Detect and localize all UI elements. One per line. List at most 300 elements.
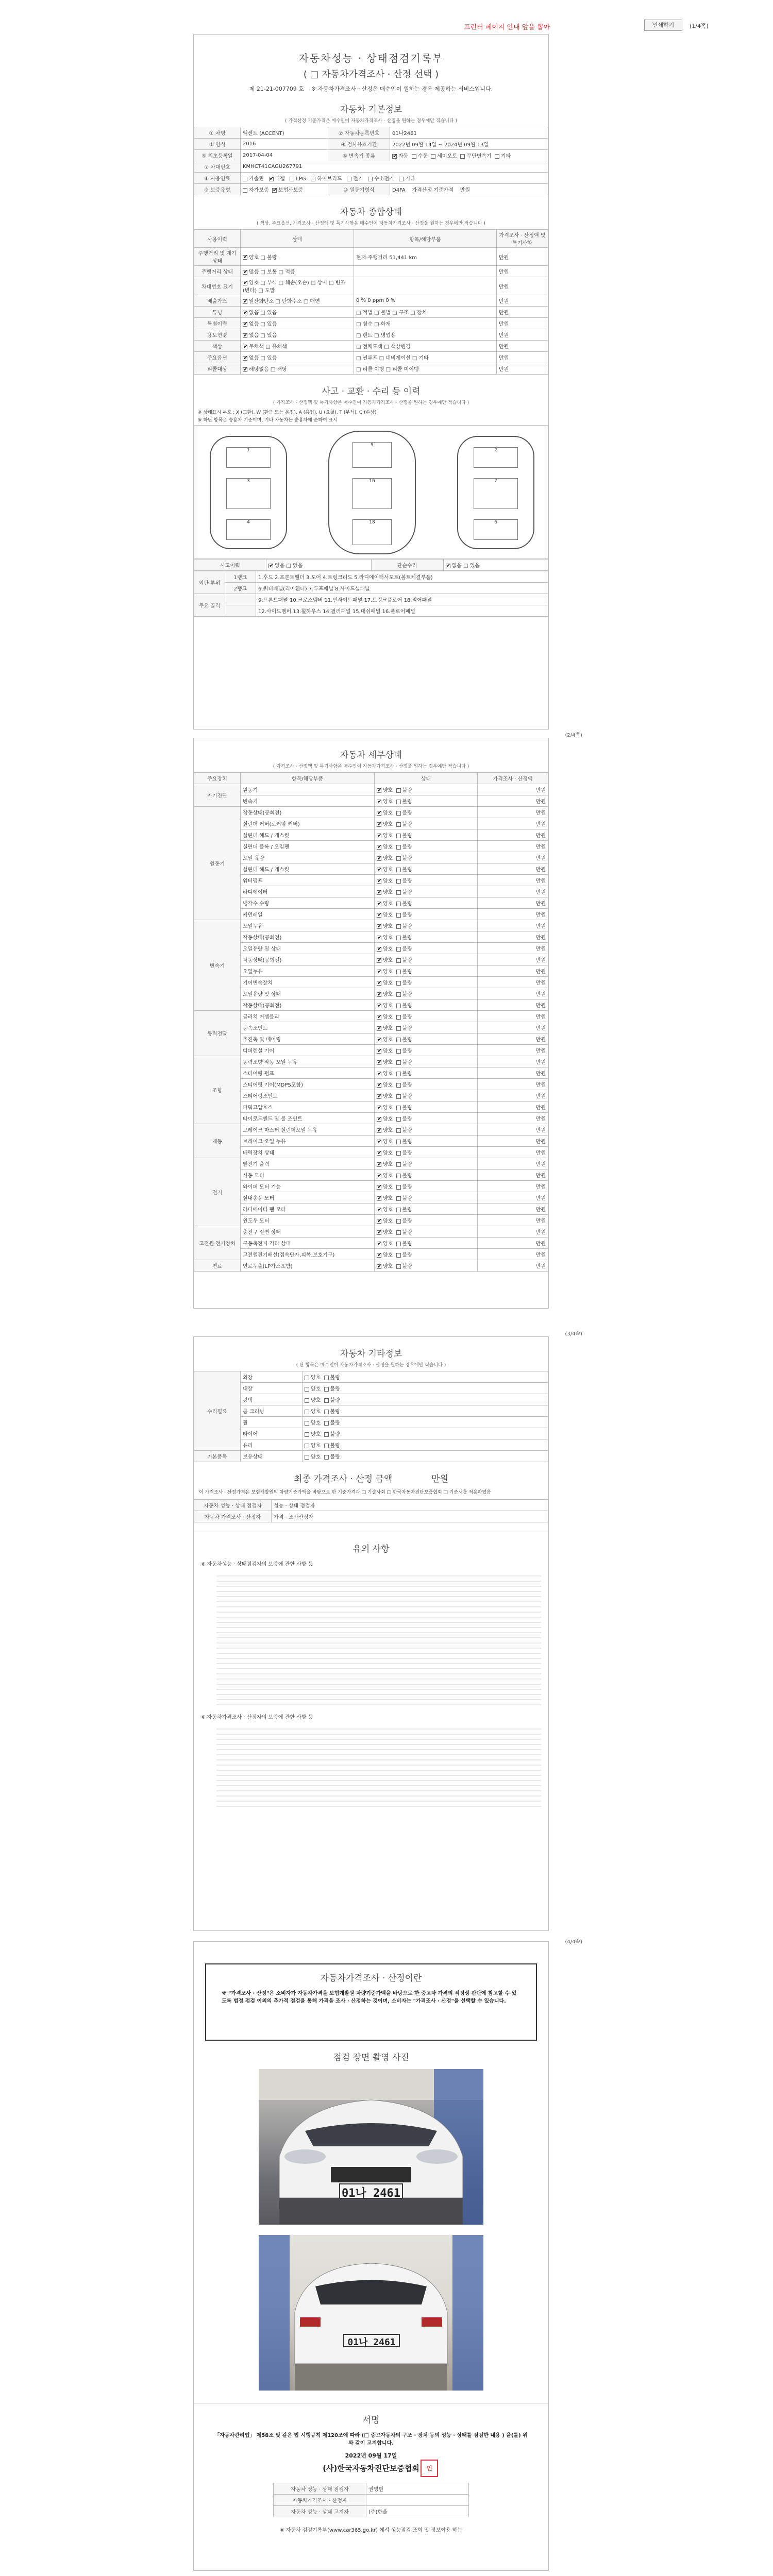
checkbox [396, 1196, 401, 1201]
checkbox [377, 913, 381, 918]
checkbox [377, 1038, 381, 1042]
checkbox [460, 154, 465, 159]
checkbox [243, 356, 247, 361]
summary-header: 가격조사 · 산정액 및 특기사항 [497, 230, 548, 248]
checkbox [377, 856, 381, 861]
detail-group: 원동기 [194, 807, 241, 920]
checkbox [392, 154, 397, 159]
detail-state: ✔ 양호 불량 [375, 1033, 478, 1045]
checkbox [396, 913, 401, 918]
summary-row [194, 295, 548, 307]
detail-item: 작동상태(공회전) [241, 954, 375, 965]
summary-table [194, 229, 548, 375]
document-note: ※ 자동차가격조사 · 산정은 매수인이 원하는 경우 제공하는 서비스입니다. [311, 86, 493, 92]
detail-price: 만원 [478, 988, 548, 999]
detail-price: 만원 [478, 965, 548, 977]
checkbox [305, 1421, 309, 1426]
detail-header: 상태 [375, 773, 478, 784]
detail-row [194, 1124, 548, 1136]
detail-row [194, 1045, 548, 1056]
checkbox [377, 924, 381, 929]
summary-cell-label: 주요옵션 [194, 352, 241, 363]
print-notice: 프린터 페이지 안내 앞을 뽑아 [464, 24, 550, 31]
summary-cell-price: 만원 [497, 363, 548, 375]
summary-cell-item: 현재 주행거리 51,441 km [354, 248, 497, 266]
detail-row [194, 1136, 548, 1147]
detail-state: ✔ 양호 불량 [375, 1113, 478, 1124]
detail-row [194, 965, 548, 977]
part-fender: 2 [474, 447, 518, 468]
section-title-basic: 자동차 기본정보 [340, 105, 402, 115]
summary-cell-item [354, 277, 497, 295]
detail-row [194, 988, 548, 999]
detail-row [194, 1090, 548, 1101]
transmission-label: ⑥ 변속기 종류 [328, 150, 390, 161]
detail-price: 만원 [478, 829, 548, 841]
summary-cell-item: □ 썬루프 □ 네비게이션 □ 기타 [354, 352, 497, 363]
checkbox [377, 1264, 381, 1269]
checkbox [377, 1015, 381, 1020]
checkbox [305, 1444, 309, 1448]
final-price-title: 최종 가격조사 · 산정 금액 만원 [294, 1474, 448, 1484]
detail-price: 만원 [478, 1101, 548, 1113]
summary-row [194, 318, 548, 329]
checkbox [377, 1162, 381, 1167]
detail-state: ✔ 양호 불량 [375, 920, 478, 931]
checkbox [377, 800, 381, 804]
car-frame-figure [328, 431, 416, 554]
detail-row [194, 784, 548, 795]
checkbox [396, 1242, 401, 1246]
detail-state: ✔ 양호 불량 [375, 886, 478, 897]
page-2 [193, 738, 549, 1309]
sign-value [366, 2495, 469, 2506]
sign-label: 자동차가격조사 · 산정자 [274, 2495, 366, 2506]
warranty-label: ⑨ 보증유형 [194, 184, 241, 195]
other-item: 보유상태 [241, 1451, 303, 1462]
sign-table [273, 2483, 469, 2517]
detail-state: ✔ 양호 불량 [375, 1079, 478, 1090]
checkbox [431, 154, 435, 159]
detail-price: 만원 [478, 977, 548, 988]
detail-row [194, 841, 548, 852]
part-rear-panel: 18 [352, 519, 392, 545]
checkbox [243, 333, 247, 338]
detail-price: 만원 [478, 1170, 548, 1181]
accident-value: 없음 □ 있음 [275, 563, 303, 569]
checkbox [377, 822, 381, 827]
detail-item: 클러치 어셈블리 [241, 1011, 375, 1022]
checkbox [243, 270, 247, 275]
detail-state: ✔ 양호 불량 [375, 965, 478, 977]
detail-price: 만원 [478, 1192, 548, 1204]
detail-price: 만원 [478, 1113, 548, 1124]
detail-item: 타이로드엔드 및 볼 조인트 [241, 1113, 375, 1124]
detail-header: 주요장치 [194, 773, 241, 784]
checkbox [396, 992, 401, 997]
detail-group: 고전원 전기장치 [194, 1226, 241, 1260]
checkbox [396, 1015, 401, 1020]
summary-row [194, 307, 548, 318]
detail-item: 발전기 출력 [241, 1158, 375, 1170]
checkbox [396, 890, 401, 895]
detail-price: 만원 [478, 863, 548, 875]
company-seal: 인 [421, 2460, 438, 2477]
detail-item: 디퍼렌셜 기어 [241, 1045, 375, 1056]
detail-state: ✔ 양호 불량 [375, 852, 478, 863]
sign-text: 「자동차관리법」 제58조 및 같은 법 시행규칙 제120조에 따라 (□ 중고자동차의 구조 · 장치 등의 성능 · 상태를 점검한 내용 ) 을(를) 위와 같이 고지합니다. [214, 2433, 528, 2446]
repair-label: 단순수리 [371, 560, 443, 571]
detail-item: 라디에이터 [241, 886, 375, 897]
signer-label: 자동차 성능 · 상태 점검자 [194, 1500, 272, 1511]
detail-row [194, 1101, 548, 1113]
summary-cell-item: □ 렌트 □ 영업용 [354, 329, 497, 341]
sign-date: 2022년 09월 17일 [345, 2452, 397, 2459]
detail-state: ✔ 양호 불량 [375, 1204, 478, 1215]
base-price-label: 가격산정 기준가격 [412, 188, 453, 193]
summary-cell-state: ✔양호 □ 불량 [241, 248, 354, 266]
detail-item: 충전구 절연 상태 [241, 1226, 375, 1238]
checkbox [396, 1151, 401, 1156]
detail-state: ✔ 양호 불량 [375, 977, 478, 988]
base-price-unit: 만원 [460, 188, 470, 193]
plate-value: 01나2461 [390, 127, 548, 139]
summary-header: 상태 [241, 230, 354, 248]
detail-group: 동력전달 [194, 1011, 241, 1056]
checkbox [377, 1026, 381, 1031]
detail-item: 오일누유 [241, 920, 375, 931]
detail-row [194, 920, 548, 931]
checkbox [377, 1117, 381, 1122]
detail-price: 만원 [478, 1260, 548, 1272]
summary-cell-item: □ 전체도색 □ 색상변경 [354, 341, 497, 352]
summary-row [194, 363, 548, 375]
notice-text-lines [216, 1724, 541, 1807]
checkbox [396, 822, 401, 827]
checkbox [377, 1072, 381, 1076]
checkbox [396, 1253, 401, 1258]
notice-heading-2: ※ 자동차가격조사 · 산정자의 보증에 관한 사항 등 [201, 1715, 313, 1720]
other-group: 기본품목 [194, 1451, 241, 1462]
detail-state: ✔ 양호 불량 [375, 1067, 478, 1079]
summary-cell-price: 만원 [497, 248, 548, 266]
checkbox [396, 1230, 401, 1235]
checkbox [377, 1094, 381, 1099]
detail-item: 구동축전지 격리 상태 [241, 1238, 375, 1249]
other-group: 수리필요 [194, 1371, 241, 1451]
checkbox [243, 281, 247, 285]
detail-state: ✔ 양호 불량 [375, 943, 478, 954]
other-item: 외장 [241, 1371, 303, 1383]
checkbox [272, 188, 277, 193]
detail-header: 항목/해당부품 [241, 773, 375, 784]
car-front-image [259, 2069, 483, 2225]
rear-photo [259, 2235, 483, 2391]
checkbox [396, 1106, 401, 1110]
checkbox [396, 1072, 401, 1076]
checkbox [396, 834, 401, 838]
summary-row [194, 277, 548, 295]
detail-price: 만원 [478, 795, 548, 807]
checkbox [377, 1083, 381, 1088]
checkbox [495, 154, 499, 159]
checkbox [305, 1432, 309, 1437]
detail-item: 변속기 [241, 795, 375, 807]
detail-row [194, 1215, 548, 1226]
page-number: (3/4쪽) [565, 1331, 582, 1337]
checkbox [396, 1140, 401, 1144]
summary-cell-label: 리콜대상 [194, 363, 241, 375]
checkbox [377, 811, 381, 816]
detail-price: 만원 [478, 1147, 548, 1158]
frame-header: 2랭크 [225, 583, 256, 594]
detail-item: 동력조향 작동 오일 누유 [241, 1056, 375, 1067]
detail-state: ✔ 양호 불량 [375, 1215, 478, 1226]
checkbox [324, 1432, 329, 1437]
warranty-options: 자가보증 ✔ 보험사보증 [241, 184, 328, 195]
document-number: 제 21-21-007709 호 [249, 86, 304, 92]
detail-row [194, 1011, 548, 1022]
checkbox [243, 177, 247, 181]
checkbox [377, 1219, 381, 1224]
part-floor-panel: 16 [352, 478, 392, 509]
detail-row [194, 1033, 548, 1045]
detail-item: 실린더 헤드 / 개스킷 [241, 863, 375, 875]
detail-price: 만원 [478, 999, 548, 1011]
detail-group: 연료 [194, 1260, 241, 1272]
other-row [194, 1451, 548, 1462]
checkbox [396, 1128, 401, 1133]
detail-item: 작동상태(공회전) [241, 931, 375, 943]
checkbox [243, 367, 247, 372]
detail-group: 조향 [194, 1056, 241, 1124]
detail-row [194, 1067, 548, 1079]
pricing-info-title: 자동차가격조사 · 산정이란 [320, 1973, 422, 1984]
detail-item: 라디에이터 팬 모터 [241, 1204, 375, 1215]
section-title-detail: 자동차 세부상태 [340, 750, 402, 760]
detail-row [194, 931, 548, 943]
detail-state: ✔ 양호 불량 [375, 1022, 478, 1033]
license-plate: 01나 2461 [339, 2183, 403, 2199]
detail-group: 변속기 [194, 920, 241, 1011]
footer-note: ※ 자동차 점검기록부(www.car365.go.kr) 에서 성능점검 조회 및 정보이용 하는 [280, 2528, 462, 2533]
detail-state: ✔ 양호 불량 [375, 795, 478, 807]
detail-state: ✔ 양호 불량 [375, 1147, 478, 1158]
checkbox [396, 936, 401, 940]
checkbox [377, 1208, 381, 1212]
detail-state: ✔ 양호 불량 [375, 897, 478, 909]
other-state: 양호 불량 [303, 1439, 548, 1451]
detail-price: 만원 [478, 1204, 548, 1215]
detail-row [194, 1226, 548, 1238]
other-state: 양호 불량 [303, 1417, 548, 1428]
page-1 [193, 34, 549, 730]
section-note-accident: ( 가격조사 · 산정액 및 특기사항은 매수인이 자동차가격조사 · 산정을 원하는 경우에만 적습니다 ) [273, 400, 469, 405]
checkbox [396, 1094, 401, 1099]
detail-item: 파워고압호스 [241, 1101, 375, 1113]
checkbox [377, 1049, 381, 1054]
detail-state: ✔ 양호 불량 [375, 999, 478, 1011]
accident-label: 사고이력 [194, 560, 266, 571]
other-item: 유리 [241, 1439, 303, 1451]
car-name-value: 엑센트 (ACCENT) [241, 127, 328, 139]
checkbox [243, 188, 247, 193]
page-indicator: (1/4쪽) [690, 23, 709, 29]
detail-item: 냉각수 수량 [241, 897, 375, 909]
checkbox [243, 255, 247, 260]
checkbox [396, 1162, 401, 1167]
year-label: ③ 연식 [194, 139, 241, 150]
detail-state: ✔ 양호 불량 [375, 1170, 478, 1181]
section-title-other: 자동차 기타정보 [340, 1349, 402, 1359]
signer-label: 자동차 가격조사 · 산정자 [194, 1511, 272, 1522]
summary-row [194, 248, 548, 266]
detail-price: 만원 [478, 1124, 548, 1136]
other-row [194, 1439, 548, 1451]
checkbox [377, 788, 381, 793]
checkbox [396, 958, 401, 963]
page-number: (2/4쪽) [565, 733, 582, 738]
other-state: 양호 불량 [303, 1394, 548, 1405]
checkbox [377, 992, 381, 997]
checkbox [305, 1398, 309, 1403]
checkbox [396, 1038, 401, 1042]
checkbox [396, 1174, 401, 1178]
part-roof: 7 [474, 478, 518, 509]
checkbox [377, 1106, 381, 1110]
accident-legend: ※ 상태표시 부호 : X (교환), W (판금 또는 용접), A (흠집), U (요철), T (부식), C (손상) [198, 410, 377, 415]
detail-price: 만원 [478, 909, 548, 920]
detail-state: ✔ 양호 불량 [375, 1181, 478, 1192]
print-button[interactable]: 인쇄하기 [644, 20, 682, 31]
detail-item: 브레이크 마스터 실린더오일 누유 [241, 1124, 375, 1136]
checkbox [396, 879, 401, 884]
checkbox [243, 299, 247, 304]
detail-state: ✔ 양호 불량 [375, 954, 478, 965]
detail-row [194, 863, 548, 875]
summary-cell-label: 차대번호 표기 [194, 277, 241, 295]
summary-cell-state: ✔ 해당없음 □ 해당 [241, 363, 354, 375]
checkbox [377, 868, 381, 872]
photo-section-title: 점검 장면 촬영 사진 [333, 2053, 409, 2063]
summary-cell-label: 용도변경 [194, 329, 241, 341]
summary-cell-state: ✔ 없음 □ 있음 [241, 307, 354, 318]
detail-state: ✔ 양호 불량 [375, 1192, 478, 1204]
other-item: 내장 [241, 1383, 303, 1394]
detail-state: ✔ 양호 불량 [375, 1090, 478, 1101]
other-item: 타이어 [241, 1428, 303, 1439]
car-side-left-figure [210, 436, 287, 549]
detail-price: 만원 [478, 1181, 548, 1192]
detail-item: 윈도우 모터 [241, 1215, 375, 1226]
inspect-value: 2022년 09월 14일 ~ 2024년 09월 13일 [390, 139, 548, 150]
detail-row [194, 1113, 548, 1124]
detail-item: 와이퍼 모터 기능 [241, 1181, 375, 1192]
checkbox [377, 1004, 381, 1008]
detail-state: ✔ 양호 불량 [375, 1238, 478, 1249]
detail-row [194, 829, 548, 841]
detail-price: 만원 [478, 852, 548, 863]
checkbox [396, 856, 401, 861]
detail-row [194, 1158, 548, 1170]
summary-cell-state: ✔ 무채색 □ 유채색 [241, 341, 354, 352]
inspect-label: ④ 검사유효기간 [328, 139, 390, 150]
detail-state: ✔ 양호 불량 [375, 818, 478, 829]
checkbox [377, 1151, 381, 1156]
section-note-summary: ( 색상, 주요옵션, 가격조사 · 산정액 및 특기사항은 매수인이 자동차가격조사 · 산정을 원하는 경우에만 적습니다 ) [257, 221, 485, 226]
checkbox [377, 936, 381, 940]
detail-state: ✔ 양호 불량 [375, 1226, 478, 1238]
checkbox [305, 1376, 309, 1380]
detail-state: ✔ 양호 불량 [375, 829, 478, 841]
detail-state: ✔ 양호 불량 [375, 1158, 478, 1170]
detail-row [194, 1147, 548, 1158]
detail-item: 고전원전기배선(접속단자,피복,보호기구) [241, 1249, 375, 1260]
detail-price: 만원 [478, 943, 548, 954]
checkbox [377, 970, 381, 974]
checkbox [311, 177, 315, 181]
checkbox [396, 902, 401, 906]
checkbox [377, 958, 381, 963]
detail-state: ✔ 양호 불량 [375, 807, 478, 818]
sign-title: 서명 [194, 2403, 548, 2426]
page-number: (4/4쪽) [565, 1939, 582, 1945]
checkbox [305, 1410, 309, 1414]
other-row [194, 1394, 548, 1405]
vin-label: ⑦ 차대번호 [194, 161, 241, 173]
detail-price: 만원 [478, 1238, 548, 1249]
frame-header: 1랭크 [225, 571, 256, 583]
checkbox [396, 811, 401, 816]
detail-state: ✔ 양호 불량 [375, 1101, 478, 1113]
summary-cell-item: □ 적법 □ 불법 □ 구조 □ 장치 [354, 307, 497, 318]
checkbox [243, 311, 247, 315]
section-note-basic: ( 가격산정 기준가격은 매수인이 자동차가격조사 · 산정을 원하는 경우에만 적습니다 ) [284, 118, 458, 124]
summary-header: 항목/해당부품 [354, 230, 497, 248]
detail-row [194, 897, 548, 909]
checkbox [396, 1208, 401, 1212]
other-item: 휠 [241, 1417, 303, 1428]
checkbox [377, 1230, 381, 1235]
checkbox [290, 177, 294, 181]
summary-cell-state: ✔ 없음 □ 있음 [241, 352, 354, 363]
checkbox [377, 1253, 381, 1258]
detail-item: 원동기 [241, 784, 375, 795]
detail-group: 전기 [194, 1158, 241, 1226]
detail-price: 만원 [478, 875, 548, 886]
company-name: (사)한국자동차진단보증협회 [323, 2464, 419, 2473]
notice-text-lines [216, 1571, 541, 1705]
checkbox [399, 177, 404, 181]
detail-state: ✔ 양호 불량 [375, 875, 478, 886]
summary-row [194, 266, 548, 277]
signer-value: 가격 · 조사산정자 [272, 1511, 548, 1522]
signer-table [194, 1499, 548, 1522]
detail-group: 제동 [194, 1124, 241, 1158]
detail-item: 시동 모터 [241, 1170, 375, 1181]
detail-item: 스티어링 기어(MDPS포함) [241, 1079, 375, 1090]
document-header [194, 35, 548, 93]
checkbox [396, 800, 401, 804]
detail-row [194, 954, 548, 965]
checkbox [396, 981, 401, 986]
detail-item: 커먼레일 [241, 909, 375, 920]
checkbox [396, 1004, 401, 1008]
other-row [194, 1383, 548, 1394]
frame-header: 주요 골격 [194, 594, 225, 617]
checkbox [268, 564, 273, 568]
part-front-panel: 9 [352, 442, 392, 468]
